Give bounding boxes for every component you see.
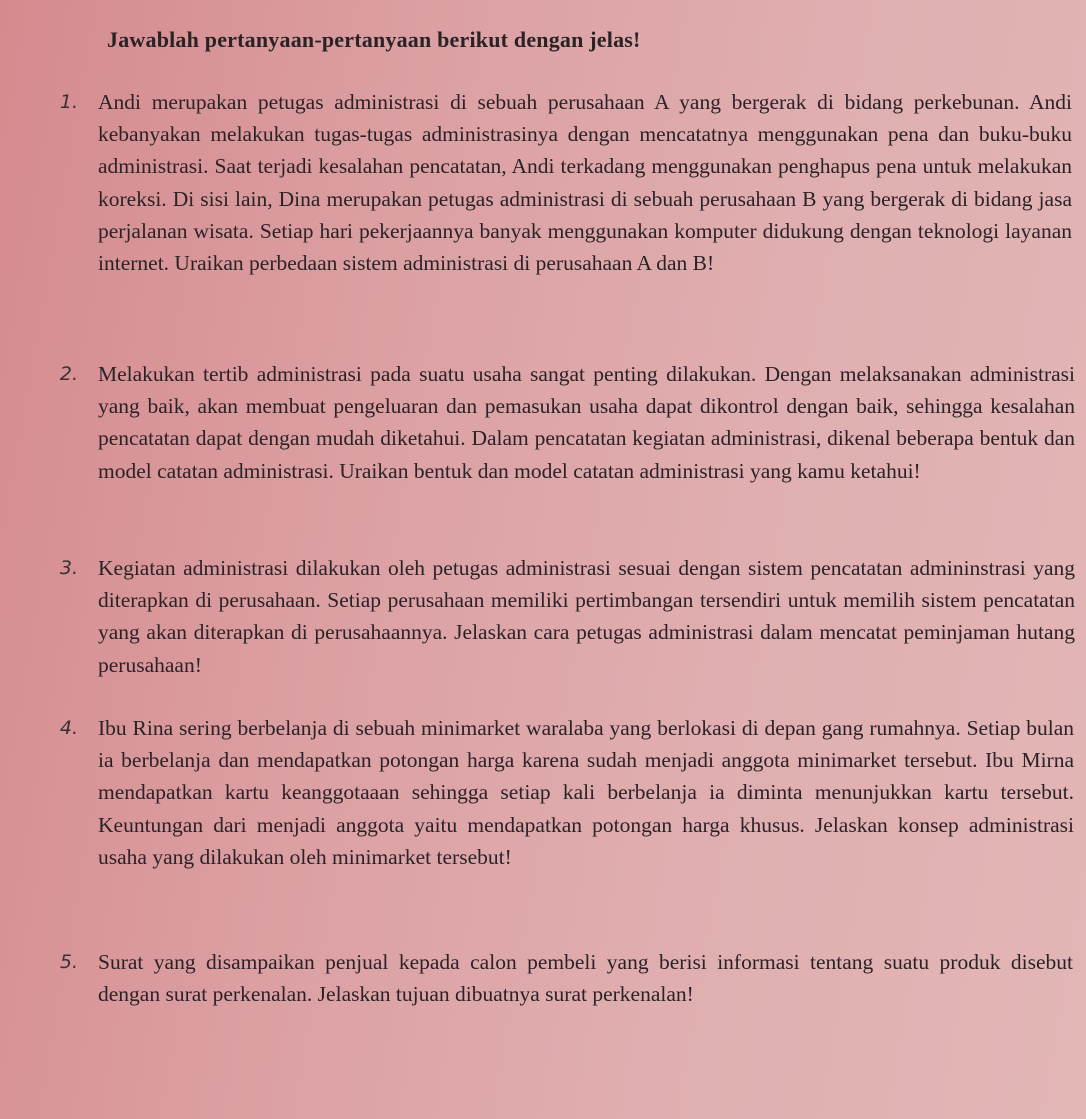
question-number: 3. <box>59 557 78 579</box>
question-number: 2. <box>59 363 78 385</box>
question-text: Melakukan tertib administrasi pada suatu usaha sangat penting dilakukan. Dengan melaksanakan administrasi yang baik, akan membuat pengeluaran dan pemasukan usaha dapat dikontrol dengan baik, sehingga kesalahan pencatatan dapat dengan mudah diketahui. Dalam pencatatan kegiatan administrasi, dikenal beberapa bentuk dan model catatan administrasi. Uraikan bentuk dan model catatan administrasi yang kamu ketahui! <box>98 362 1075 483</box>
question-number: 5. <box>59 951 78 973</box>
question-number: 1. <box>59 91 78 113</box>
question-text: Kegiatan administrasi dilakukan oleh petugas administrasi sesuai dengan sistem pencatatan admininstrasi yang diterapkan di perusahaan. Setiap perusahaan memiliki pertimbangan tersendiri untuk memilih sistem pencatatan yang akan diterapkan di perusahaannya. Jelaskan cara petugas administrasi dalam mencatat peminjaman hutang perusahaan! <box>98 556 1075 677</box>
question-3 <box>59 552 1075 681</box>
exercise-heading: Jawablah pertanyaan-pertanyaan berikut dengan jelas! <box>107 27 641 52</box>
question-text: Ibu Rina sering berbelanja di sebuah minimarket waralaba yang berlokasi di depan gang rumahnya. Setiap bulan ia berbelanja dan mendapatkan potongan harga karena sudah menjadi anggota minimarket tersebut. Ibu Mirna mendapatkan kartu keanggotaaan sehingga setiap kali berbelanja ia diminta menunjukkan kartu tersebut. Keuntungan dari menjadi anggota yaitu mendapatkan potongan harga khusus. Jelaskan konsep administrasi usaha yang dilakukan oleh minimarket tersebut! <box>98 716 1074 869</box>
question-4 <box>59 712 1074 873</box>
question-text: Surat yang disampaikan penjual kepada calon pembeli yang berisi informasi tentang suatu produk disebut dengan surat perkenalan. Jelaskan tujuan dibuatnya surat perkenalan! <box>98 950 1073 1007</box>
question-number: 4. <box>59 717 78 739</box>
question-text: Andi merupakan petugas administrasi di sebuah perusahaan A yang bergerak di bidang perkebunan. Andi kebanyakan melakukan tugas-tugas administrasinya dengan mencatatnya menggunakan pena dan buku-buku administrasi. Saat terjadi kesalahan pencatatan, Andi terkadang menggunakan penghapus pena untuk melakukan koreksi. Di sisi lain, Dina merupakan petugas administrasi di sebuah perusahaan B yang bergerak di bidang jasa perjalanan wisata. Setiap hari pekerjaannya banyak menggunakan komputer didukung dengan teknologi layanan internet. Uraikan perbedaan sistem administrasi di perusahaan A dan B! <box>98 90 1072 276</box>
question-1 <box>59 86 1072 279</box>
question-2 <box>59 358 1075 487</box>
question-5 <box>59 946 1073 1010</box>
